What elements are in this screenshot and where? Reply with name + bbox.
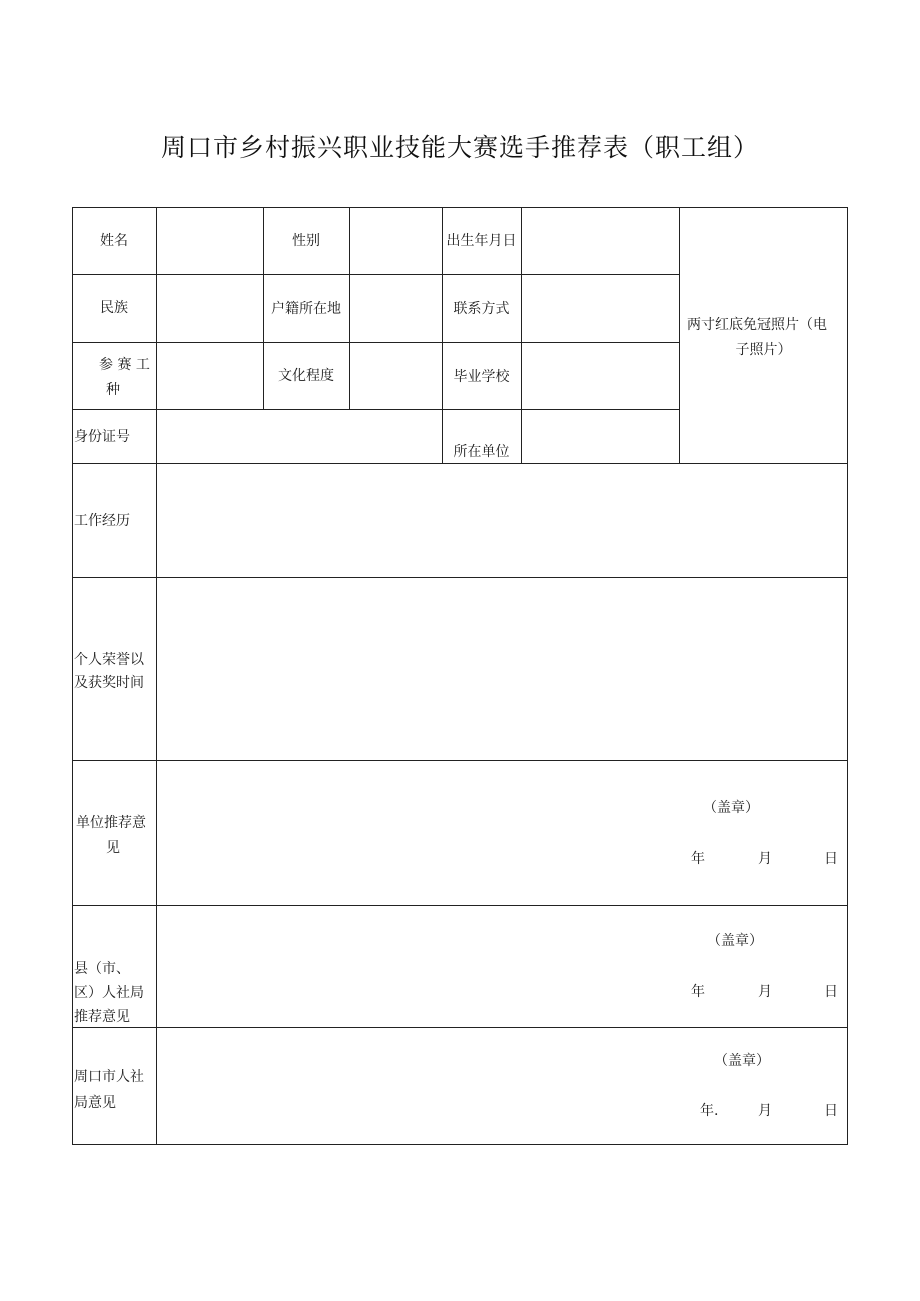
label-county-line1: 县（市、	[74, 961, 130, 977]
label-county-line2: 区）人社局	[74, 985, 144, 1001]
birth-date-field[interactable]	[522, 208, 679, 274]
household-registration-field[interactable]	[350, 275, 442, 342]
school-field[interactable]	[522, 343, 679, 409]
label-school: 毕业学校	[453, 369, 510, 385]
county-day: 日	[824, 984, 838, 1000]
label-gender: 性别	[292, 233, 320, 249]
work-history-field[interactable]	[157, 464, 847, 577]
unit-month: 月	[758, 851, 772, 867]
label-education: 文化程度	[278, 368, 334, 384]
city-seal: （盖章）	[714, 1053, 770, 1069]
photo-caption-line1: 两寸红底免冠照片（电	[687, 317, 827, 333]
city-opinion-field[interactable]	[157, 1028, 847, 1144]
label-ethnicity: 民族	[100, 300, 128, 316]
photo-caption-line2: 子照片）	[735, 342, 792, 358]
name-field[interactable]	[157, 208, 263, 274]
unit-seal: （盖章）	[703, 800, 759, 816]
label-birth-date: 出生年月日	[446, 233, 517, 249]
page-title: 周口市乡村振兴职业技能大赛选手推荐表（职工组）	[160, 133, 759, 162]
label-contact: 联系方式	[453, 301, 510, 317]
city-month: 月	[758, 1103, 772, 1119]
education-field[interactable]	[350, 343, 442, 409]
label-household-registration: 户籍所在地	[271, 301, 341, 317]
label-honors-line1: 个人荣誉以	[74, 652, 144, 668]
county-seal: （盖章）	[707, 933, 763, 949]
city-year: 年.	[700, 1103, 719, 1119]
label-honors-line2: 及获奖时间	[74, 675, 144, 691]
label-city-line1: 周口市人社	[74, 1069, 144, 1085]
id-number-field[interactable]	[157, 410, 442, 463]
gender-field[interactable]	[350, 208, 442, 274]
county-year: 年	[691, 984, 705, 1000]
label-name: 姓名	[100, 233, 128, 249]
label-work-history: 工作经历	[74, 513, 130, 529]
trade-field[interactable]	[157, 343, 263, 409]
label-id-number: 身份证号	[74, 429, 130, 445]
contact-field[interactable]	[522, 275, 679, 342]
label-trade-line2: 种	[106, 382, 120, 398]
unit-year: 年	[691, 851, 705, 867]
label-county-line3: 推荐意见	[74, 1009, 130, 1025]
ethnicity-field[interactable]	[157, 275, 263, 342]
label-employer: 所在单位	[453, 444, 510, 460]
unit-day: 日	[824, 851, 838, 867]
label-city-line2: 局意见	[74, 1095, 116, 1111]
unit-opinion-field[interactable]	[157, 761, 847, 905]
label-unit-opinion-line1: 单位推荐意	[76, 815, 146, 831]
honors-field[interactable]	[157, 578, 847, 760]
county-opinion-field[interactable]	[157, 906, 847, 1027]
employer-field[interactable]	[522, 410, 679, 463]
label-unit-opinion-line2: 见	[106, 840, 120, 856]
county-month: 月	[758, 984, 772, 1000]
label-trade-line1: 参 赛 工	[99, 357, 150, 373]
city-day: 日	[824, 1103, 838, 1119]
